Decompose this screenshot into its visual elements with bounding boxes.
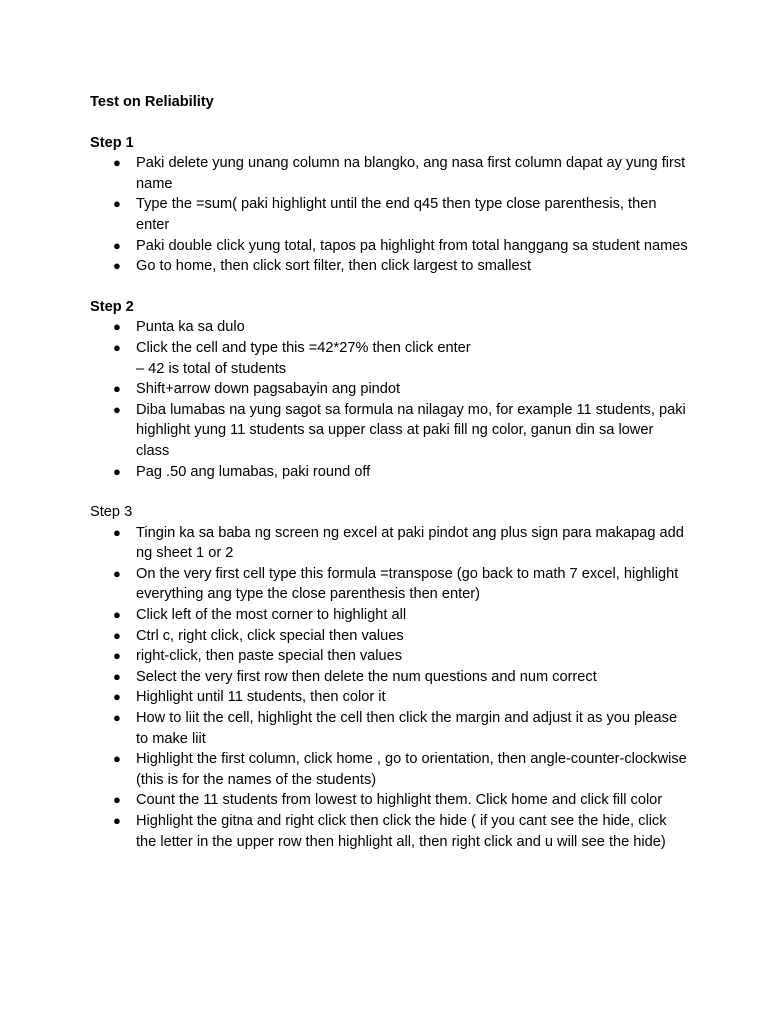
bullet-icon: ● <box>113 751 121 767</box>
step-1-section <box>90 133 690 277</box>
list-item <box>90 626 690 647</box>
list-item <box>90 646 690 667</box>
list-item <box>90 564 690 605</box>
list-item-text: Count the 11 students from lowest to highlight them. Click home and click fill color <box>136 792 663 809</box>
bullet-icon: ● <box>113 668 121 684</box>
bullet-icon: ● <box>113 627 121 643</box>
bullet-icon: ● <box>113 155 121 171</box>
bullet-icon: ● <box>113 258 121 274</box>
bullet-icon: ● <box>113 237 121 253</box>
step-1-heading: Step 1 <box>90 134 134 151</box>
list-item <box>90 749 690 790</box>
list-item-text: Shift+arrow down pagsabayin ang pindot <box>136 381 401 398</box>
list-item-text: Click the cell and type this =42*27% then click enter <box>136 339 471 356</box>
list-item-text: Highlight the gitna and right click then click the hide ( if you cant see the hide, click the letter in the upper row then highlight all, then right click and u will see the hide) <box>136 813 667 850</box>
list-item <box>90 811 690 852</box>
bullet-icon: ● <box>113 339 121 355</box>
list-item-text: Pag .50 ang lumabas, paki round off <box>136 463 371 480</box>
list-item <box>90 338 690 379</box>
step-3-heading: Step 3 <box>90 504 133 521</box>
list-item-text: Paki delete yung unang column na blangko, ang nasa first column dapat ay yung first name <box>136 155 686 192</box>
bullet-icon: ● <box>113 710 121 726</box>
bullet-icon: ● <box>113 381 121 397</box>
list-item-text: Type the =sum( paki highlight until the end q45 then type close parenthesis, then enter <box>136 196 657 233</box>
step-1-list <box>90 153 690 277</box>
step-2-heading: Step 2 <box>90 298 134 315</box>
bullet-icon: ● <box>113 648 121 664</box>
spacer <box>90 277 690 297</box>
list-item-text: Paki double click yung total, tapos pa highlight from total hanggang sa student names <box>136 237 688 254</box>
list-item <box>90 236 690 257</box>
list-item-text: Select the very first row then delete the num questions and num correct <box>136 668 597 685</box>
list-item <box>90 687 690 708</box>
list-item <box>90 153 690 194</box>
list-item <box>90 462 690 483</box>
list-item-text: How to liit the cell, highlight the cell then click the margin and adjust it as you please to make liit <box>136 710 678 747</box>
spacer <box>90 482 690 502</box>
list-item <box>90 667 690 688</box>
list-item <box>90 256 690 277</box>
list-item <box>90 790 690 811</box>
bullet-icon: ● <box>113 813 121 828</box>
list-item-text: Click left of the most corner to highlight all <box>136 607 407 624</box>
step-3-section <box>90 502 690 852</box>
list-item <box>90 379 690 400</box>
list-item-text: Punta ka sa dulo <box>136 319 245 336</box>
bullet-icon: ● <box>113 565 121 581</box>
list-item-text: Tingin ka sa baba ng screen ng excel at paki pindot ang plus sign para makapag add ng sheet 1 or 2 <box>136 524 684 562</box>
bullet-icon: ● <box>113 524 121 540</box>
list-item <box>90 605 690 626</box>
list-item-text: Go to home, then click sort filter, then click largest to smallest <box>136 258 531 275</box>
bullet-icon: ● <box>113 607 121 623</box>
bullet-icon: ● <box>113 401 121 417</box>
step-2-section <box>90 297 690 482</box>
list-item-text: On the very first cell type this formula =transpose (go back to math 7 excel, highlight everything ang type the close parenthesis then enter) <box>136 565 679 603</box>
list-item <box>90 317 690 338</box>
document-body <box>90 92 690 852</box>
list-item <box>90 708 690 749</box>
bullet-icon: ● <box>113 463 121 479</box>
list-item-subtext: – 42 is total of students <box>136 360 287 377</box>
bullet-icon: ● <box>113 196 121 212</box>
list-item-text: Ctrl c, right click, click special then values <box>136 627 404 644</box>
list-item-text: Diba lumabas na yung sagot sa formula na nilagay mo, for example 11 students, paki highlight yung 11 students sa upper class at paki fill ng color, ganun din sa lower class <box>136 401 686 459</box>
list-item-text: right-click, then paste special then values <box>136 648 403 665</box>
list-item <box>90 194 690 235</box>
list-item <box>90 523 690 564</box>
bullet-icon: ● <box>113 689 121 705</box>
step-3-list <box>90 523 690 853</box>
list-item-text: Highlight the first column, click home , go to orientation, then angle-counter-clockwise (this is for the names of the students) <box>136 751 687 788</box>
bullet-icon: ● <box>113 792 121 808</box>
list-item-text: Highlight until 11 students, then color it <box>136 689 386 706</box>
bullet-icon: ● <box>113 319 121 335</box>
step-2-list <box>90 317 690 482</box>
document-title: Test on Reliability <box>90 94 214 110</box>
list-item <box>90 400 690 462</box>
spacer <box>90 113 690 133</box>
